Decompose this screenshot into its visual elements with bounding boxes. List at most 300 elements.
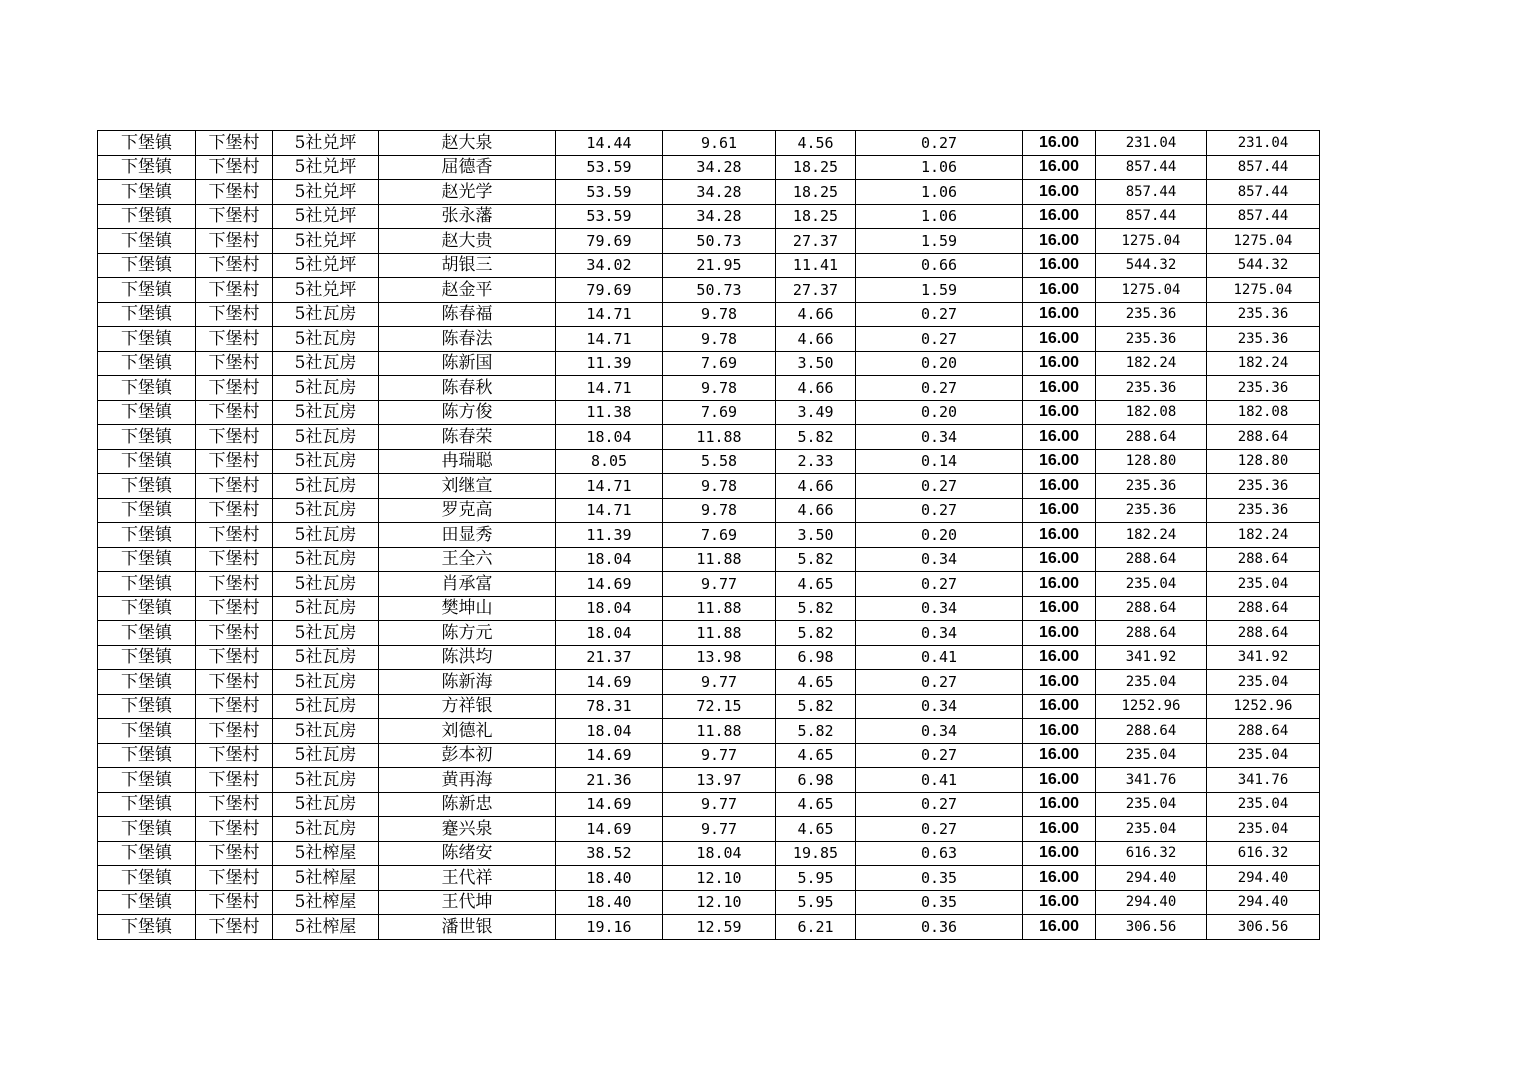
unit-price-cell: 16.00 xyxy=(1023,498,1096,523)
group-cell: 5社瓦房 xyxy=(273,719,379,744)
total-amount-cell: 235.36 xyxy=(1207,376,1320,401)
area-b-cell: 5.82 xyxy=(776,547,856,572)
total-area-cell: 21.37 xyxy=(556,645,663,670)
town-cell: 下堡镇 xyxy=(98,915,196,940)
total-amount-cell: 235.04 xyxy=(1207,670,1320,695)
area-a-cell: 5.58 xyxy=(663,449,776,474)
amount-cell: 1252.96 xyxy=(1096,694,1207,719)
total-amount-cell: 128.80 xyxy=(1207,449,1320,474)
name-cell: 田显秀 xyxy=(379,523,556,548)
town-cell: 下堡镇 xyxy=(98,841,196,866)
area-a-cell: 72.15 xyxy=(663,694,776,719)
unit-price-cell: 16.00 xyxy=(1023,841,1096,866)
total-area-cell: 14.71 xyxy=(556,327,663,352)
total-area-cell: 38.52 xyxy=(556,841,663,866)
village-cell: 下堡村 xyxy=(196,425,273,450)
area-a-cell: 13.97 xyxy=(663,768,776,793)
area-b-cell: 18.25 xyxy=(776,180,856,205)
area-a-cell: 7.69 xyxy=(663,523,776,548)
village-cell: 下堡村 xyxy=(196,131,273,156)
area-b-cell: 5.95 xyxy=(776,890,856,915)
total-amount-cell: 857.44 xyxy=(1207,155,1320,180)
area-c-cell: 0.20 xyxy=(856,523,1023,548)
total-area-cell: 21.36 xyxy=(556,768,663,793)
amount-cell: 294.40 xyxy=(1096,890,1207,915)
amount-cell: 288.64 xyxy=(1096,719,1207,744)
unit-price-cell: 16.00 xyxy=(1023,204,1096,229)
unit-price-cell: 16.00 xyxy=(1023,768,1096,793)
total-amount-cell: 616.32 xyxy=(1207,841,1320,866)
total-amount-cell: 235.04 xyxy=(1207,792,1320,817)
area-a-cell: 34.28 xyxy=(663,155,776,180)
village-cell: 下堡村 xyxy=(196,817,273,842)
total-amount-cell: 341.92 xyxy=(1207,645,1320,670)
unit-price-cell: 16.00 xyxy=(1023,229,1096,254)
town-cell: 下堡镇 xyxy=(98,400,196,425)
name-cell: 刘德礼 xyxy=(379,719,556,744)
total-area-cell: 8.05 xyxy=(556,449,663,474)
area-c-cell: 0.35 xyxy=(856,866,1023,891)
area-c-cell: 0.27 xyxy=(856,670,1023,695)
amount-cell: 1275.04 xyxy=(1096,278,1207,303)
village-cell: 下堡村 xyxy=(196,866,273,891)
table-row xyxy=(98,229,1320,254)
amount-cell: 235.36 xyxy=(1096,498,1207,523)
area-a-cell: 12.59 xyxy=(663,915,776,940)
name-cell: 赵大泉 xyxy=(379,131,556,156)
total-area-cell: 14.71 xyxy=(556,474,663,499)
table-row xyxy=(98,768,1320,793)
area-b-cell: 3.50 xyxy=(776,523,856,548)
unit-price-cell: 16.00 xyxy=(1023,645,1096,670)
town-cell: 下堡镇 xyxy=(98,547,196,572)
unit-price-cell: 16.00 xyxy=(1023,792,1096,817)
area-b-cell: 4.56 xyxy=(776,131,856,156)
village-cell: 下堡村 xyxy=(196,670,273,695)
group-cell: 5社兑坪 xyxy=(273,131,379,156)
table-row xyxy=(98,645,1320,670)
village-cell: 下堡村 xyxy=(196,547,273,572)
total-area-cell: 34.02 xyxy=(556,253,663,278)
group-cell: 5社瓦房 xyxy=(273,645,379,670)
town-cell: 下堡镇 xyxy=(98,890,196,915)
area-c-cell: 0.27 xyxy=(856,572,1023,597)
area-a-cell: 12.10 xyxy=(663,890,776,915)
area-a-cell: 7.69 xyxy=(663,351,776,376)
town-cell: 下堡镇 xyxy=(98,449,196,474)
group-cell: 5社瓦房 xyxy=(273,302,379,327)
unit-price-cell: 16.00 xyxy=(1023,694,1096,719)
area-a-cell: 34.28 xyxy=(663,180,776,205)
area-c-cell: 0.34 xyxy=(856,621,1023,646)
town-cell: 下堡镇 xyxy=(98,498,196,523)
unit-price-cell: 16.00 xyxy=(1023,400,1096,425)
total-amount-cell: 235.36 xyxy=(1207,474,1320,499)
group-cell: 5社瓦房 xyxy=(273,400,379,425)
table-row xyxy=(98,400,1320,425)
area-a-cell: 11.88 xyxy=(663,621,776,646)
total-amount-cell: 288.64 xyxy=(1207,621,1320,646)
group-cell: 5社榨屋 xyxy=(273,866,379,891)
total-area-cell: 53.59 xyxy=(556,155,663,180)
total-amount-cell: 288.64 xyxy=(1207,547,1320,572)
area-b-cell: 18.25 xyxy=(776,155,856,180)
town-cell: 下堡镇 xyxy=(98,719,196,744)
group-cell: 5社瓦房 xyxy=(273,792,379,817)
table-row xyxy=(98,841,1320,866)
town-cell: 下堡镇 xyxy=(98,474,196,499)
table-row xyxy=(98,474,1320,499)
area-a-cell: 9.77 xyxy=(663,792,776,817)
town-cell: 下堡镇 xyxy=(98,425,196,450)
town-cell: 下堡镇 xyxy=(98,817,196,842)
area-b-cell: 5.82 xyxy=(776,719,856,744)
total-area-cell: 14.69 xyxy=(556,817,663,842)
table-row xyxy=(98,204,1320,229)
group-cell: 5社榨屋 xyxy=(273,841,379,866)
village-cell: 下堡村 xyxy=(196,155,273,180)
total-amount-cell: 288.64 xyxy=(1207,596,1320,621)
area-b-cell: 27.37 xyxy=(776,229,856,254)
area-a-cell: 50.73 xyxy=(663,229,776,254)
area-b-cell: 4.65 xyxy=(776,792,856,817)
table-row xyxy=(98,523,1320,548)
area-b-cell: 4.65 xyxy=(776,572,856,597)
village-cell: 下堡村 xyxy=(196,229,273,254)
unit-price-cell: 16.00 xyxy=(1023,523,1096,548)
amount-cell: 235.36 xyxy=(1096,327,1207,352)
area-c-cell: 0.34 xyxy=(856,547,1023,572)
town-cell: 下堡镇 xyxy=(98,327,196,352)
area-a-cell: 11.88 xyxy=(663,425,776,450)
group-cell: 5社瓦房 xyxy=(273,523,379,548)
town-cell: 下堡镇 xyxy=(98,278,196,303)
town-cell: 下堡镇 xyxy=(98,670,196,695)
area-a-cell: 9.61 xyxy=(663,131,776,156)
village-cell: 下堡村 xyxy=(196,768,273,793)
total-area-cell: 18.40 xyxy=(556,866,663,891)
area-b-cell: 11.41 xyxy=(776,253,856,278)
total-amount-cell: 231.04 xyxy=(1207,131,1320,156)
area-b-cell: 4.66 xyxy=(776,498,856,523)
name-cell: 陈绪安 xyxy=(379,841,556,866)
table-row xyxy=(98,351,1320,376)
amount-cell: 235.36 xyxy=(1096,302,1207,327)
total-amount-cell: 341.76 xyxy=(1207,768,1320,793)
area-c-cell: 0.14 xyxy=(856,449,1023,474)
unit-price-cell: 16.00 xyxy=(1023,817,1096,842)
village-cell: 下堡村 xyxy=(196,376,273,401)
total-area-cell: 14.71 xyxy=(556,498,663,523)
amount-cell: 544.32 xyxy=(1096,253,1207,278)
group-cell: 5社瓦房 xyxy=(273,547,379,572)
group-cell: 5社瓦房 xyxy=(273,596,379,621)
total-area-cell: 18.40 xyxy=(556,890,663,915)
village-cell: 下堡村 xyxy=(196,523,273,548)
area-c-cell: 0.27 xyxy=(856,743,1023,768)
amount-cell: 182.08 xyxy=(1096,400,1207,425)
table-row xyxy=(98,278,1320,303)
total-amount-cell: 182.24 xyxy=(1207,523,1320,548)
amount-cell: 235.04 xyxy=(1096,792,1207,817)
group-cell: 5社榨屋 xyxy=(273,890,379,915)
town-cell: 下堡镇 xyxy=(98,572,196,597)
village-cell: 下堡村 xyxy=(196,621,273,646)
amount-cell: 235.04 xyxy=(1096,572,1207,597)
name-cell: 蹇兴泉 xyxy=(379,817,556,842)
table-row xyxy=(98,131,1320,156)
table-row xyxy=(98,743,1320,768)
area-c-cell: 0.34 xyxy=(856,596,1023,621)
total-area-cell: 79.69 xyxy=(556,229,663,254)
area-a-cell: 9.78 xyxy=(663,376,776,401)
total-amount-cell: 1275.04 xyxy=(1207,278,1320,303)
total-amount-cell: 857.44 xyxy=(1207,204,1320,229)
group-cell: 5社瓦房 xyxy=(273,474,379,499)
area-b-cell: 4.65 xyxy=(776,670,856,695)
name-cell: 陈洪均 xyxy=(379,645,556,670)
name-cell: 王代坤 xyxy=(379,890,556,915)
group-cell: 5社瓦房 xyxy=(273,621,379,646)
amount-cell: 182.24 xyxy=(1096,523,1207,548)
area-c-cell: 0.27 xyxy=(856,376,1023,401)
village-cell: 下堡村 xyxy=(196,400,273,425)
name-cell: 胡银三 xyxy=(379,253,556,278)
town-cell: 下堡镇 xyxy=(98,204,196,229)
unit-price-cell: 16.00 xyxy=(1023,131,1096,156)
area-a-cell: 9.77 xyxy=(663,743,776,768)
area-c-cell: 0.27 xyxy=(856,474,1023,499)
amount-cell: 288.64 xyxy=(1096,425,1207,450)
amount-cell: 235.36 xyxy=(1096,376,1207,401)
amount-cell: 306.56 xyxy=(1096,915,1207,940)
table-row xyxy=(98,449,1320,474)
area-a-cell: 9.78 xyxy=(663,302,776,327)
total-amount-cell: 544.32 xyxy=(1207,253,1320,278)
area-a-cell: 12.10 xyxy=(663,866,776,891)
area-c-cell: 0.41 xyxy=(856,645,1023,670)
area-a-cell: 9.78 xyxy=(663,474,776,499)
total-area-cell: 14.69 xyxy=(556,572,663,597)
area-b-cell: 4.65 xyxy=(776,817,856,842)
unit-price-cell: 16.00 xyxy=(1023,547,1096,572)
unit-price-cell: 16.00 xyxy=(1023,180,1096,205)
name-cell: 王代祥 xyxy=(379,866,556,891)
total-area-cell: 18.04 xyxy=(556,621,663,646)
group-cell: 5社瓦房 xyxy=(273,351,379,376)
name-cell: 黄再海 xyxy=(379,768,556,793)
unit-price-cell: 16.00 xyxy=(1023,890,1096,915)
total-amount-cell: 288.64 xyxy=(1207,719,1320,744)
table-row xyxy=(98,547,1320,572)
area-a-cell: 9.78 xyxy=(663,498,776,523)
area-a-cell: 21.95 xyxy=(663,253,776,278)
area-c-cell: 0.27 xyxy=(856,302,1023,327)
data-table xyxy=(97,130,1320,940)
town-cell: 下堡镇 xyxy=(98,155,196,180)
total-area-cell: 53.59 xyxy=(556,180,663,205)
group-cell: 5社榨屋 xyxy=(273,915,379,940)
name-cell: 方祥银 xyxy=(379,694,556,719)
table-row xyxy=(98,302,1320,327)
total-amount-cell: 235.36 xyxy=(1207,498,1320,523)
table-row xyxy=(98,596,1320,621)
area-b-cell: 6.21 xyxy=(776,915,856,940)
area-c-cell: 1.59 xyxy=(856,278,1023,303)
total-area-cell: 18.04 xyxy=(556,425,663,450)
group-cell: 5社瓦房 xyxy=(273,425,379,450)
group-cell: 5社瓦房 xyxy=(273,376,379,401)
total-area-cell: 14.69 xyxy=(556,670,663,695)
area-c-cell: 0.41 xyxy=(856,768,1023,793)
area-a-cell: 50.73 xyxy=(663,278,776,303)
total-area-cell: 18.04 xyxy=(556,547,663,572)
total-area-cell: 18.04 xyxy=(556,719,663,744)
unit-price-cell: 16.00 xyxy=(1023,425,1096,450)
group-cell: 5社瓦房 xyxy=(273,817,379,842)
amount-cell: 231.04 xyxy=(1096,131,1207,156)
name-cell: 刘继宣 xyxy=(379,474,556,499)
group-cell: 5社瓦房 xyxy=(273,670,379,695)
town-cell: 下堡镇 xyxy=(98,523,196,548)
group-cell: 5社兑坪 xyxy=(273,278,379,303)
area-b-cell: 6.98 xyxy=(776,768,856,793)
total-amount-cell: 1275.04 xyxy=(1207,229,1320,254)
town-cell: 下堡镇 xyxy=(98,302,196,327)
table-row xyxy=(98,253,1320,278)
village-cell: 下堡村 xyxy=(196,327,273,352)
name-cell: 张永藩 xyxy=(379,204,556,229)
area-c-cell: 1.06 xyxy=(856,180,1023,205)
unit-price-cell: 16.00 xyxy=(1023,866,1096,891)
area-c-cell: 1.59 xyxy=(856,229,1023,254)
name-cell: 潘世银 xyxy=(379,915,556,940)
village-cell: 下堡村 xyxy=(196,645,273,670)
unit-price-cell: 16.00 xyxy=(1023,670,1096,695)
total-amount-cell: 235.04 xyxy=(1207,743,1320,768)
name-cell: 冉瑞聪 xyxy=(379,449,556,474)
name-cell: 陈新国 xyxy=(379,351,556,376)
amount-cell: 288.64 xyxy=(1096,547,1207,572)
area-a-cell: 13.98 xyxy=(663,645,776,670)
area-c-cell: 0.34 xyxy=(856,719,1023,744)
name-cell: 罗克高 xyxy=(379,498,556,523)
area-c-cell: 0.35 xyxy=(856,890,1023,915)
area-c-cell: 0.27 xyxy=(856,792,1023,817)
village-cell: 下堡村 xyxy=(196,792,273,817)
amount-cell: 341.92 xyxy=(1096,645,1207,670)
town-cell: 下堡镇 xyxy=(98,351,196,376)
total-amount-cell: 294.40 xyxy=(1207,866,1320,891)
town-cell: 下堡镇 xyxy=(98,376,196,401)
unit-price-cell: 16.00 xyxy=(1023,743,1096,768)
village-cell: 下堡村 xyxy=(196,572,273,597)
total-area-cell: 14.44 xyxy=(556,131,663,156)
area-a-cell: 9.78 xyxy=(663,327,776,352)
group-cell: 5社瓦房 xyxy=(273,327,379,352)
total-amount-cell: 182.24 xyxy=(1207,351,1320,376)
area-c-cell: 0.27 xyxy=(856,498,1023,523)
village-cell: 下堡村 xyxy=(196,841,273,866)
unit-price-cell: 16.00 xyxy=(1023,621,1096,646)
area-a-cell: 9.77 xyxy=(663,572,776,597)
total-area-cell: 14.69 xyxy=(556,792,663,817)
group-cell: 5社兑坪 xyxy=(273,204,379,229)
total-area-cell: 14.71 xyxy=(556,302,663,327)
amount-cell: 1275.04 xyxy=(1096,229,1207,254)
area-c-cell: 0.66 xyxy=(856,253,1023,278)
village-cell: 下堡村 xyxy=(196,596,273,621)
town-cell: 下堡镇 xyxy=(98,621,196,646)
name-cell: 赵大贵 xyxy=(379,229,556,254)
area-c-cell: 0.27 xyxy=(856,817,1023,842)
unit-price-cell: 16.00 xyxy=(1023,302,1096,327)
area-b-cell: 5.82 xyxy=(776,425,856,450)
name-cell: 彭本初 xyxy=(379,743,556,768)
amount-cell: 235.04 xyxy=(1096,743,1207,768)
amount-cell: 616.32 xyxy=(1096,841,1207,866)
name-cell: 樊坤山 xyxy=(379,596,556,621)
unit-price-cell: 16.00 xyxy=(1023,327,1096,352)
area-c-cell: 0.20 xyxy=(856,351,1023,376)
table-row xyxy=(98,572,1320,597)
table-row xyxy=(98,719,1320,744)
name-cell: 肖承富 xyxy=(379,572,556,597)
town-cell: 下堡镇 xyxy=(98,694,196,719)
unit-price-cell: 16.00 xyxy=(1023,155,1096,180)
total-area-cell: 14.69 xyxy=(556,743,663,768)
name-cell: 王全六 xyxy=(379,547,556,572)
total-area-cell: 53.59 xyxy=(556,204,663,229)
unit-price-cell: 16.00 xyxy=(1023,572,1096,597)
amount-cell: 182.24 xyxy=(1096,351,1207,376)
group-cell: 5社兑坪 xyxy=(273,253,379,278)
total-area-cell: 19.16 xyxy=(556,915,663,940)
village-cell: 下堡村 xyxy=(196,890,273,915)
table-row xyxy=(98,425,1320,450)
group-cell: 5社瓦房 xyxy=(273,498,379,523)
amount-cell: 235.04 xyxy=(1096,817,1207,842)
area-b-cell: 4.66 xyxy=(776,474,856,499)
total-amount-cell: 857.44 xyxy=(1207,180,1320,205)
amount-cell: 857.44 xyxy=(1096,180,1207,205)
name-cell: 陈方元 xyxy=(379,621,556,646)
village-cell: 下堡村 xyxy=(196,915,273,940)
area-a-cell: 11.88 xyxy=(663,719,776,744)
area-a-cell: 18.04 xyxy=(663,841,776,866)
name-cell: 陈春法 xyxy=(379,327,556,352)
table-body xyxy=(98,131,1320,940)
area-c-cell: 0.36 xyxy=(856,915,1023,940)
table-row xyxy=(98,792,1320,817)
area-a-cell: 9.77 xyxy=(663,670,776,695)
area-c-cell: 0.27 xyxy=(856,327,1023,352)
town-cell: 下堡镇 xyxy=(98,743,196,768)
total-amount-cell: 1252.96 xyxy=(1207,694,1320,719)
area-b-cell: 5.82 xyxy=(776,596,856,621)
amount-cell: 288.64 xyxy=(1096,621,1207,646)
group-cell: 5社瓦房 xyxy=(273,694,379,719)
table-row xyxy=(98,327,1320,352)
total-amount-cell: 294.40 xyxy=(1207,890,1320,915)
amount-cell: 235.36 xyxy=(1096,474,1207,499)
amount-cell: 128.80 xyxy=(1096,449,1207,474)
area-b-cell: 4.66 xyxy=(776,327,856,352)
total-area-cell: 78.31 xyxy=(556,694,663,719)
group-cell: 5社兑坪 xyxy=(273,155,379,180)
total-amount-cell: 235.36 xyxy=(1207,327,1320,352)
town-cell: 下堡镇 xyxy=(98,866,196,891)
